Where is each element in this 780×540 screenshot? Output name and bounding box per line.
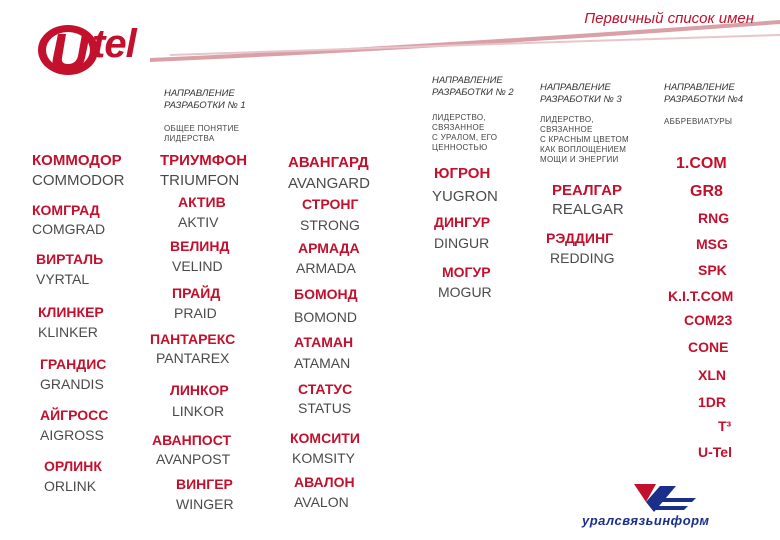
abbreviation: MSG [696,236,728,252]
name-lat: AIGROSS [40,427,104,443]
name-lat: ARMADA [296,260,356,276]
header-dir1-line: РАЗРАБОТКИ № 1 [164,100,246,111]
name-ru: ПАНТАРЕКС [150,331,236,347]
name-lat: VELIND [172,258,223,274]
header-dir1 [164,88,246,112]
name-ru: АВАЛОН [294,474,355,490]
subheader-line: СВЯЗАННОЕ [540,125,593,134]
name-lat: KLINKER [38,324,98,340]
name-lat: ORLINK [44,478,97,494]
name-lat: LINKOR [172,403,225,419]
abbreviation: COM23 [684,312,733,328]
subheader-line: ЛИДЕРСТВО, [432,113,486,122]
name-lat: STRONG [300,217,360,233]
name-ru: АВАНГАРД [288,154,369,171]
header-dir4 [664,82,743,106]
name-ru: КОМГРАД [32,202,100,218]
name-lat: AKTIV [178,214,219,230]
name-lat: BOMOND [294,309,357,325]
subheader-line: МОЩИ И ЭНЕРГИИ [540,155,619,164]
subheader-line: ЛИДЕРСТВА [164,134,215,143]
name-ru: АВАНПОСТ [152,432,232,448]
name-lat: COMGRAD [32,221,106,237]
abbreviation: U-Tel [698,444,732,460]
subheader-dir4 [664,117,732,127]
name-ru: ТРИУМФОН [160,152,248,169]
header-dir3 [540,82,622,106]
subheader-dir1 [164,124,239,144]
subheader-dir2 [432,113,497,153]
name-lat: PRAID [174,305,217,321]
abbreviation: SPK [698,262,727,278]
subheader-dir3 [540,115,629,165]
footer-brand-text: уралсвязьинформ [582,513,710,528]
name-lat: KOMSITY [292,450,356,466]
name-ru: МОГУР [442,264,491,280]
name-lat: PANTAREX [156,350,230,366]
name-ru: ЛИНКОР [170,382,229,398]
name-lat: COMMODOR [32,172,125,189]
name-ru: ПРАЙД [172,285,221,301]
name-lat: GRANDIS [40,376,104,392]
name-ru: ГРАНДИС [40,356,107,372]
name-lat: AVANGARD [288,175,370,192]
name-lat: REDDING [550,250,615,266]
logo-text: tel [92,22,136,66]
name-ru: РЭДДИНГ [546,230,614,246]
header-dir2-line: РАЗРАБОТКИ № 2 [432,87,514,98]
name-lat: TRIUMFON [160,172,240,189]
subheader-line: СВЯЗАННОЕ [432,123,485,132]
name-lat: MOGUR [438,284,492,300]
name-lat: AVALON [294,494,349,510]
name-lat: DINGUR [434,235,490,251]
header-dir4-line: НАПРАВЛЕНИЕ [664,82,735,93]
subheader-line: КАК ВОПЛОЩЕНИЕМ [540,145,627,154]
name-ru: ВЕЛИНД [170,238,230,254]
name-ru: СТАТУС [298,381,353,397]
header-dir2-line: НАПРАВЛЕНИЕ [432,75,503,86]
abbreviation: T³ [718,418,732,434]
subheader-line: С КРАСНЫМ ЦВЕТОМ [540,135,629,144]
subheader-line: ЛИДЕРСТВО, [540,115,594,124]
name-ru: АЙГРОСС [40,407,109,423]
name-ru: ДИНГУР [434,214,491,230]
header-dir4-line: РАЗРАБОТКИ №4 [664,94,744,105]
abbreviation: CONE [688,339,729,355]
name-ru: ВИРТАЛЬ [36,251,104,267]
name-ru: КЛИНКЕР [38,304,104,320]
uralsvyazinform-logo-icon [616,482,736,516]
abbreviation: K.I.T.COM [668,288,734,304]
name-ru: ВИНГЕР [176,476,233,492]
abbreviation: 1DR [698,394,727,410]
name-lat: REALGAR [552,201,624,218]
abbreviation: RNG [698,210,730,226]
abbreviation: GR8 [690,183,723,200]
name-ru: КОМСИТИ [290,430,360,446]
abbreviation: 1.COM [676,155,727,172]
name-lat: WINGER [176,496,234,512]
name-ru: ОРЛИНК [44,458,102,474]
name-ru: АРМАДА [298,240,360,256]
subheader-line: С УРАЛОМ, ЕГО [432,133,498,142]
header-dir2 [432,75,514,99]
name-lat: STATUS [298,400,352,416]
name-lat: AVANPOST [156,451,231,467]
name-ru: КОММОДОР [32,152,122,169]
name-ru: АКТИВ [178,194,226,210]
subheader-line: АББРЕВИАТУРЫ [664,117,733,126]
name-ru: АТАМАН [294,334,354,350]
page-title: Первичный список имен [584,10,754,27]
name-lat: ATAMAN [294,355,351,371]
abbreviation: XLN [698,367,726,383]
name-ru: РЕАЛГАР [552,182,622,199]
name-ru: СТРОНГ [302,196,359,212]
subheader-line: ЦЕННОСТЬЮ [432,143,488,152]
name-ru: ЮГРОН [434,165,491,182]
header-dir3-line: РАЗРАБОТКИ № 3 [540,94,622,105]
header-dir3-line: НАПРАВЛЕНИЕ [540,82,611,93]
name-ru: БОМОНД [294,286,358,302]
subheader-line: ОБЩЕЕ ПОНЯТИЕ [164,124,240,133]
name-lat: VYRTAL [36,271,90,287]
name-lat: YUGRON [432,188,498,205]
header-dir1-line: НАПРАВЛЕНИЕ [164,88,235,99]
